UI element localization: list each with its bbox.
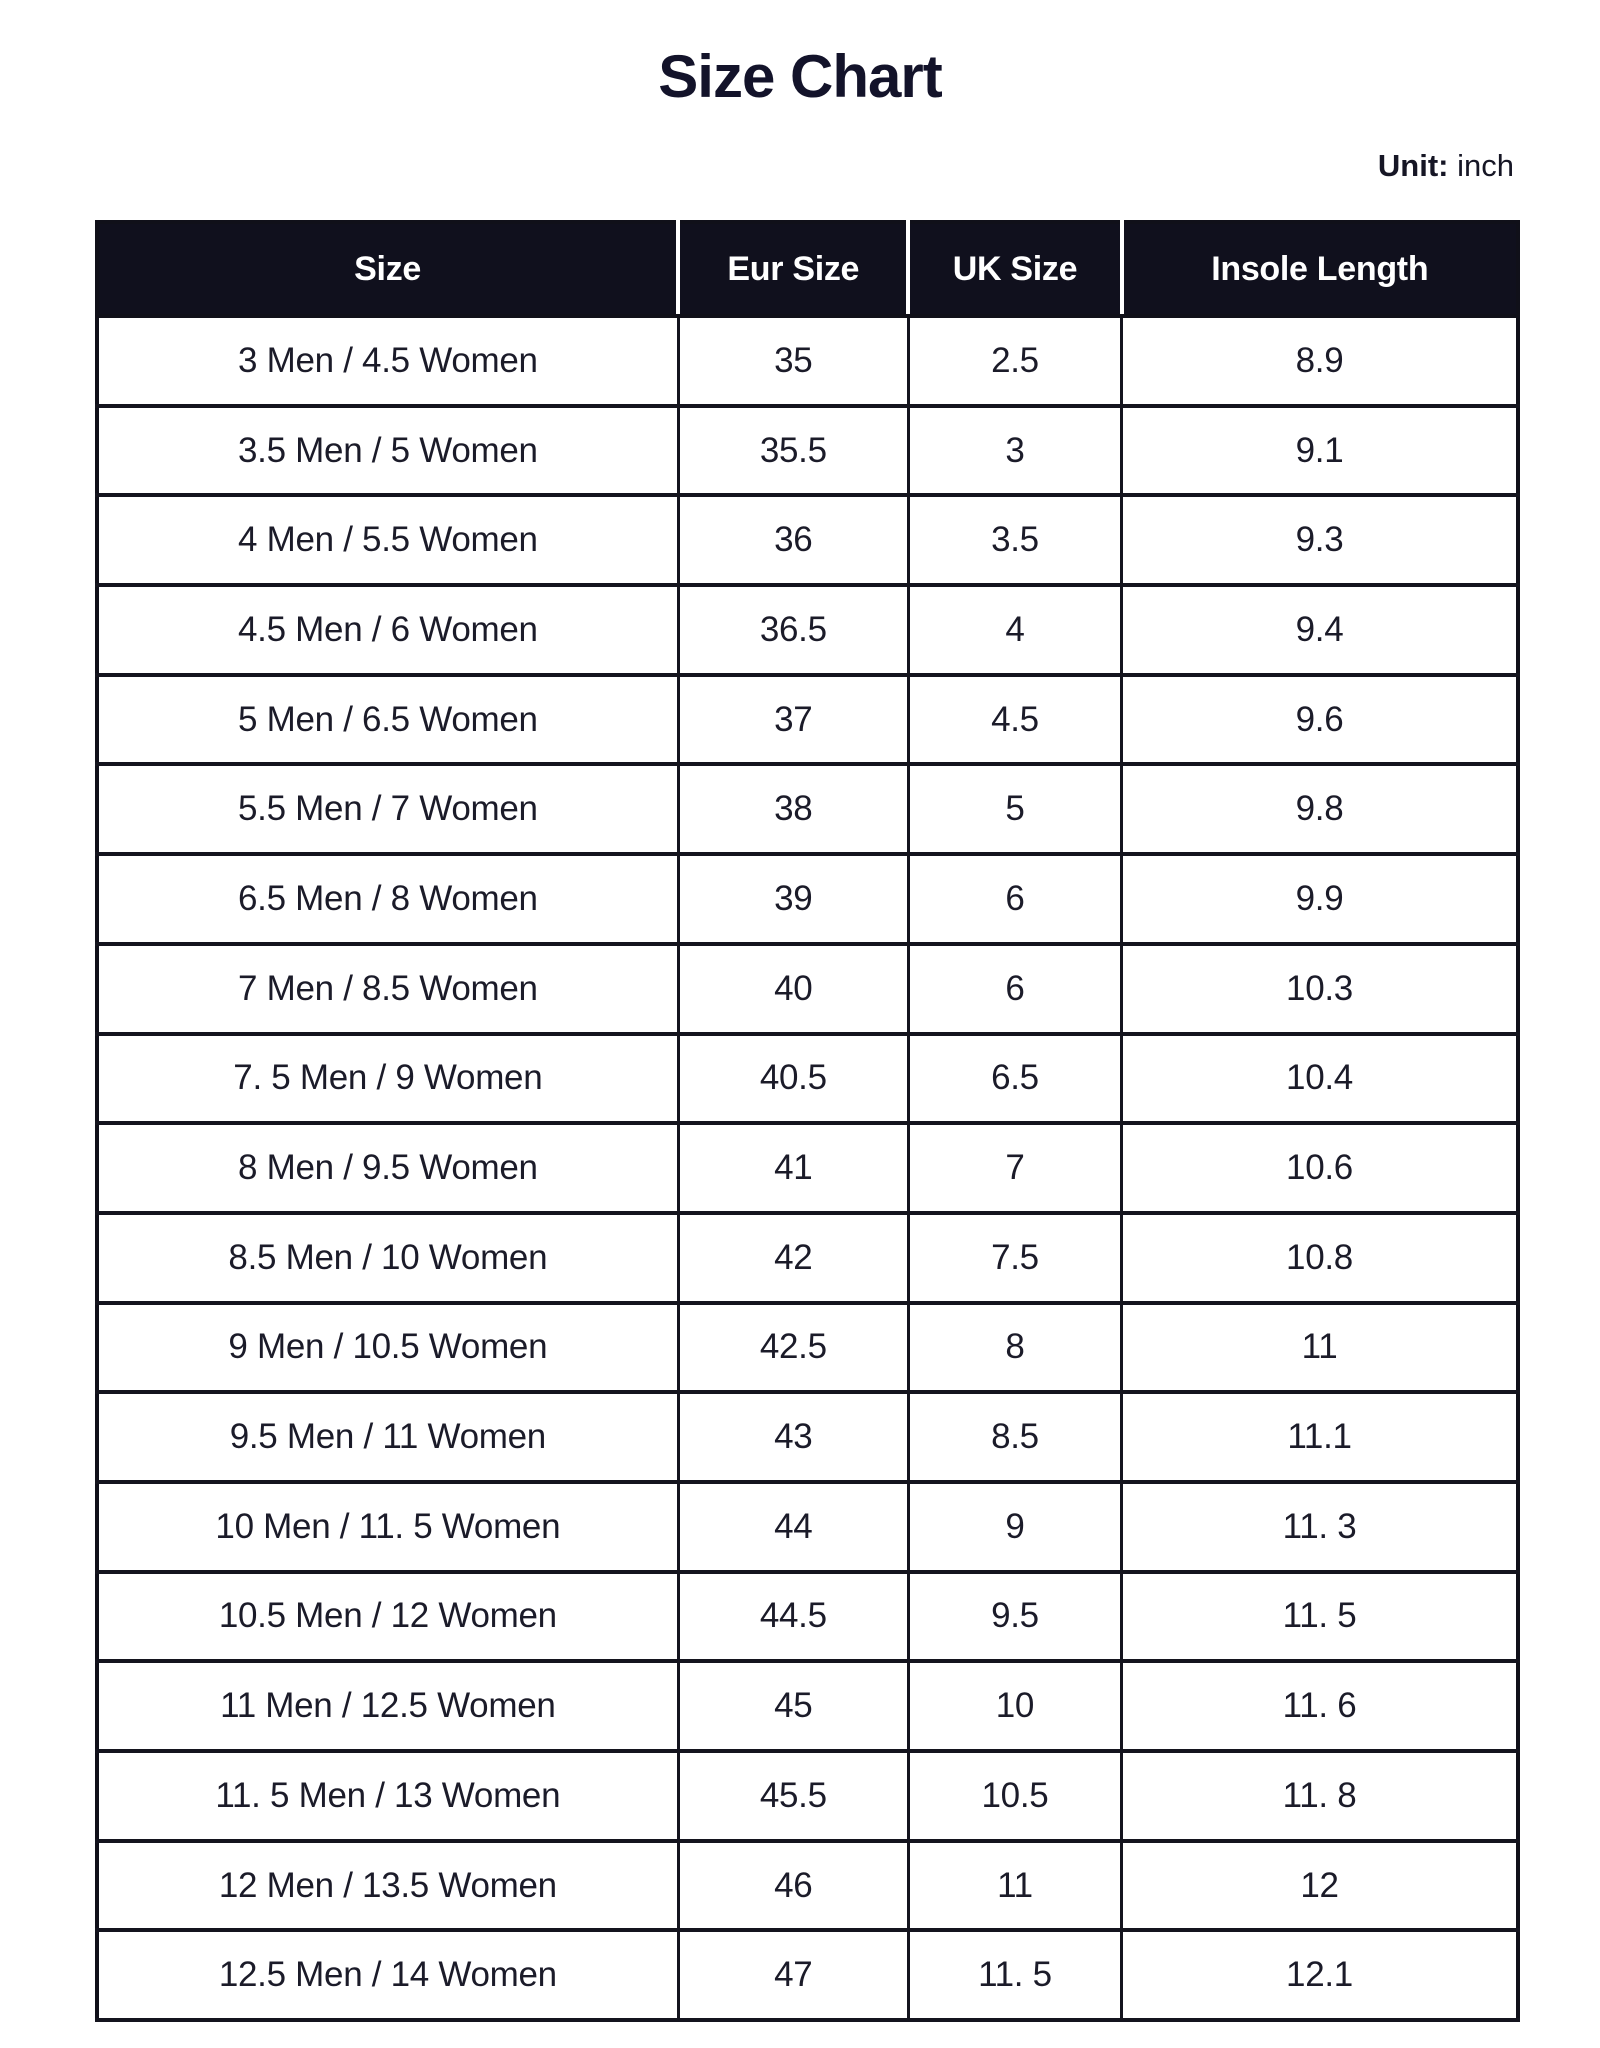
uk-size-cell: 8 [908, 1303, 1121, 1393]
size-cell: 3.5 Men / 5 Women [97, 406, 678, 496]
size-cell: 9.5 Men / 11 Women [97, 1392, 678, 1482]
insole-length-cell: 9.4 [1122, 585, 1518, 675]
eur-size-cell: 43 [678, 1392, 908, 1482]
insole-length-cell: 12 [1122, 1841, 1518, 1931]
size-cell: 3 Men / 4.5 Women [97, 316, 678, 406]
insole-length-cell: 8.9 [1122, 316, 1518, 406]
eur-size-cell: 42.5 [678, 1303, 908, 1393]
size-cell: 12.5 Men / 14 Women [97, 1930, 678, 2020]
size-cell: 8 Men / 9.5 Women [97, 1123, 678, 1213]
table-row [97, 406, 1518, 496]
uk-size-cell: 6 [908, 854, 1121, 944]
eur-size-cell: 38 [678, 764, 908, 854]
eur-size-cell: 37 [678, 675, 908, 765]
uk-size-cell: 3.5 [908, 495, 1121, 585]
unit-label: Unit: [1377, 148, 1449, 183]
size-cell: 11. 5 Men / 13 Women [97, 1751, 678, 1841]
header-row [97, 222, 1518, 316]
size-cell: 6.5 Men / 8 Women [97, 854, 678, 944]
eur-size-cell: 35 [678, 316, 908, 406]
uk-size-cell: 9.5 [908, 1572, 1121, 1662]
insole-length-cell: 10.6 [1122, 1123, 1518, 1213]
table-row [97, 1034, 1518, 1124]
eur-size-cell: 36 [678, 495, 908, 585]
insole-length-cell: 11.1 [1122, 1392, 1518, 1482]
table-row [97, 1482, 1518, 1572]
eur-size-cell: 36.5 [678, 585, 908, 675]
eur-size-cell: 45.5 [678, 1751, 908, 1841]
eur-size-cell: 40 [678, 944, 908, 1034]
uk-size-cell: 10 [908, 1661, 1121, 1751]
insole-length-cell: 9.6 [1122, 675, 1518, 765]
size-cell: 4.5 Men / 6 Women [97, 585, 678, 675]
size-cell: 8.5 Men / 10 Women [97, 1213, 678, 1303]
unit-note [95, 148, 1520, 184]
uk-size-cell: 10.5 [908, 1751, 1121, 1841]
size-cell: 10 Men / 11. 5 Women [97, 1482, 678, 1572]
eur-size-cell: 44 [678, 1482, 908, 1572]
uk-size-cell: 7 [908, 1123, 1121, 1213]
insole-length-cell: 12.1 [1122, 1930, 1518, 2020]
table-row [97, 1661, 1518, 1751]
table-row [97, 585, 1518, 675]
insole-length-cell: 10.8 [1122, 1213, 1518, 1303]
size-cell: 5.5 Men / 7 Women [97, 764, 678, 854]
column-header-size: Size [97, 222, 678, 316]
column-header-uk-size: UK Size [908, 222, 1121, 316]
table-row [97, 764, 1518, 854]
table-row [97, 1841, 1518, 1931]
eur-size-cell: 35.5 [678, 406, 908, 496]
uk-size-cell: 4.5 [908, 675, 1121, 765]
uk-size-cell: 9 [908, 1482, 1121, 1572]
insole-length-cell: 9.8 [1122, 764, 1518, 854]
table-row [97, 944, 1518, 1034]
table-row [97, 1123, 1518, 1213]
size-cell: 11 Men / 12.5 Women [97, 1661, 678, 1751]
table-row [97, 1930, 1518, 2020]
uk-size-cell: 6.5 [908, 1034, 1121, 1124]
uk-size-cell: 11. 5 [908, 1930, 1121, 2020]
table-row [97, 1213, 1518, 1303]
table-row [97, 1392, 1518, 1482]
size-cell: 7. 5 Men / 9 Women [97, 1034, 678, 1124]
uk-size-cell: 11 [908, 1841, 1121, 1931]
table-row [97, 1572, 1518, 1662]
eur-size-cell: 39 [678, 854, 908, 944]
size-cell: 10.5 Men / 12 Women [97, 1572, 678, 1662]
table-row [97, 675, 1518, 765]
insole-length-cell: 11. 5 [1122, 1572, 1518, 1662]
uk-size-cell: 7.5 [908, 1213, 1121, 1303]
table-row [97, 854, 1518, 944]
unit-value: inch [1457, 148, 1514, 183]
table-row [97, 495, 1518, 585]
insole-length-cell: 9.3 [1122, 495, 1518, 585]
insole-length-cell: 11. 6 [1122, 1661, 1518, 1751]
uk-size-cell: 8.5 [908, 1392, 1121, 1482]
eur-size-cell: 42 [678, 1213, 908, 1303]
eur-size-cell: 46 [678, 1841, 908, 1931]
table-row [97, 1303, 1518, 1393]
size-cell: 7 Men / 8.5 Women [97, 944, 678, 1034]
uk-size-cell: 4 [908, 585, 1121, 675]
insole-length-cell: 11 [1122, 1303, 1518, 1393]
eur-size-cell: 47 [678, 1930, 908, 2020]
size-cell: 9 Men / 10.5 Women [97, 1303, 678, 1393]
size-cell: 4 Men / 5.5 Women [97, 495, 678, 585]
size-table-body [97, 316, 1518, 2020]
table-row [97, 316, 1518, 406]
eur-size-cell: 45 [678, 1661, 908, 1751]
size-cell: 5 Men / 6.5 Women [97, 675, 678, 765]
uk-size-cell: 6 [908, 944, 1121, 1034]
eur-size-cell: 44.5 [678, 1572, 908, 1662]
insole-length-cell: 10.4 [1122, 1034, 1518, 1124]
size-chart-table [95, 220, 1520, 2022]
eur-size-cell: 41 [678, 1123, 908, 1213]
insole-length-cell: 9.9 [1122, 854, 1518, 944]
uk-size-cell: 3 [908, 406, 1121, 496]
column-header-insole-length: Insole Length [1122, 222, 1518, 316]
table-row [97, 1751, 1518, 1841]
insole-length-cell: 9.1 [1122, 406, 1518, 496]
insole-length-cell: 11. 3 [1122, 1482, 1518, 1572]
size-cell: 12 Men / 13.5 Women [97, 1841, 678, 1931]
page-title: Size Chart [658, 43, 942, 110]
uk-size-cell: 5 [908, 764, 1121, 854]
column-header-eur-size: Eur Size [678, 222, 908, 316]
eur-size-cell: 40.5 [678, 1034, 908, 1124]
table-header [97, 222, 1518, 316]
insole-length-cell: 10.3 [1122, 944, 1518, 1034]
insole-length-cell: 11. 8 [1122, 1751, 1518, 1841]
uk-size-cell: 2.5 [908, 316, 1121, 406]
